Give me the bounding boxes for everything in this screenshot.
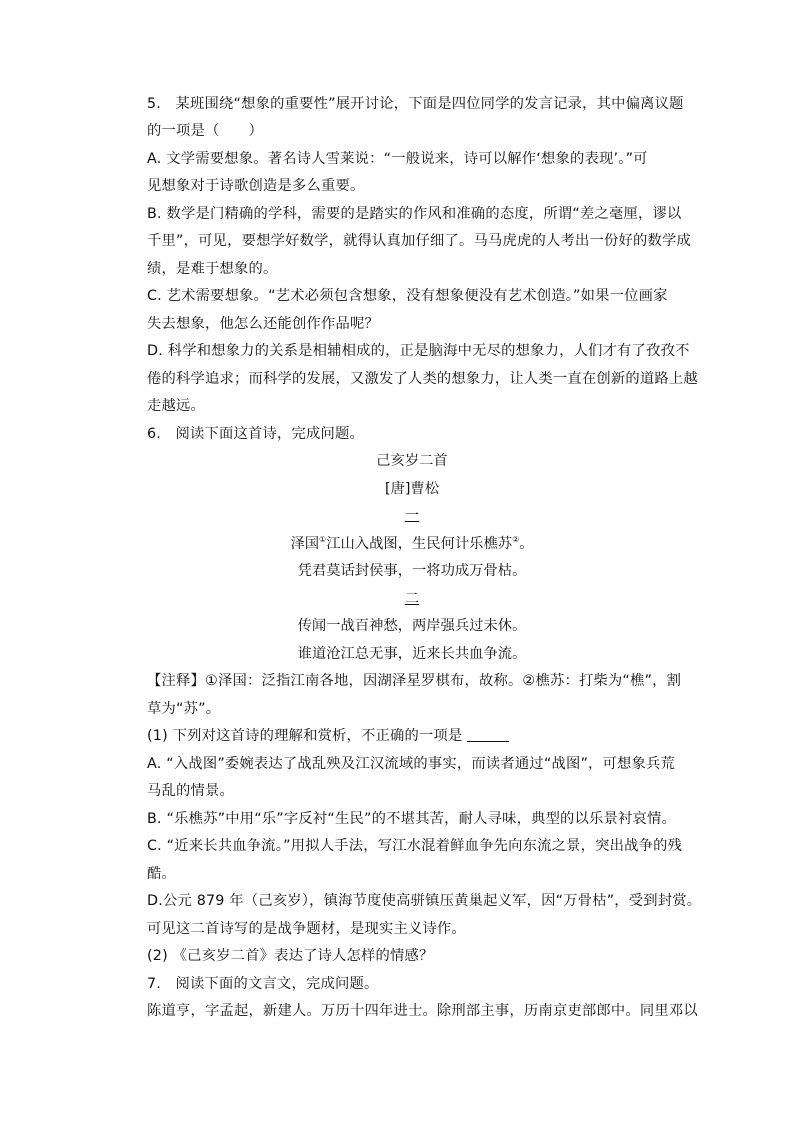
q5-option-b-line1: B. 数学是门精确的学科，需要的是踏实的作风和准确的态度，所谓“差之毫厘，谬以: [147, 206, 682, 222]
q6-option-a-line2: 马乱的情景。: [147, 783, 234, 799]
q6-option-c-line2: 酷。: [147, 866, 176, 882]
part-one-label: 一: [404, 508, 420, 524]
q5-option-d-line1: D. 科学和想象力的关系是相辅相成的，正是脑海中无尽的想象力，人们才有了孜孜不: [147, 343, 690, 359]
q6-option-d-line2: 可见这二首诗写的是战争题材，是现实主义诗作。: [147, 921, 466, 937]
q5-option-a-line1: A. 文学需要想象。著名诗人雪莱说：“一般说来，诗可以解作‘想象的表现’。”可: [147, 151, 648, 167]
q6-option-a-line1: A. “入战图”委婉表达了战乱殃及江汉流域的事实，而读者通过“战图”，可想象兵荒: [147, 756, 676, 772]
q5-stem-line2: 的一项是（ ）: [147, 123, 263, 139]
q5-option-d-line2: 倦的科学追求；而科学的发展，又激发了人类的想象力，让人类一直在创新的道路上越: [147, 371, 698, 387]
q5-option-b-line2: 千里”，可见，要想学好数学，就得认真加仔细了。马马虎虎的人考出一份好的数学成: [147, 233, 691, 249]
q6-stem: 6. 阅读下面这首诗，完成问题。: [147, 426, 364, 442]
q7-stem: 7. 阅读下面的文言文，完成问题。: [147, 976, 379, 992]
poem-part-one-number: [147, 503, 677, 530]
poem-part-two-number: [147, 586, 677, 613]
q6-sub1-text: (1) 下列对这首诗的理解和赏析，不正确的一项是: [147, 728, 463, 744]
note-ref-1: ①: [319, 535, 327, 544]
q5-stem-line1: 5. 某班围绕“想象的重要性”展开讨论，下面是四位同学的发言记录，其中偏离议题: [147, 96, 684, 112]
poem-text: 江山入战图，生民何计乐樵苏: [326, 536, 513, 552]
poem-text: 泽国: [290, 536, 320, 552]
poem-part-one-line1: [147, 531, 677, 558]
part-two-label: 二: [404, 591, 420, 607]
q6-option-d-line1: D.公元 879 年（己亥岁），镇海节度使高骈镇压黄巢起义军，因“万骨枯”，受到封赏。: [147, 893, 702, 909]
q5-option-c-line1: C. 艺术需要想象。“艺术必须包含想象，没有想象便没有艺术创造。”如果一位画家: [147, 288, 668, 304]
poem-title: 己亥岁二首: [376, 453, 448, 469]
q6-sub2: (2) 《己亥岁二首》表达了诗人怎样的情感？: [147, 948, 434, 964]
poem-author: [唐]曹松: [384, 481, 440, 497]
q5-option-b-line3: 绩，是难于想象的。: [147, 261, 278, 277]
q7-text-line1: 陈道亨，字孟起，新建人。万历十四年进士。除刑部主事，历南京吏部郎中。同里邓以: [147, 1003, 698, 1019]
answer-blank[interactable]: [467, 727, 509, 742]
q5-option-c-line2: 失去想象，他怎么还能创作作品呢？: [147, 316, 379, 332]
q6-sub1: [147, 723, 677, 750]
poem-part-one-line2: 凭君莫话封侯事，一将功成万骨枯。: [297, 563, 527, 579]
poem-part-two-line2: 谁道沧江总无事，近来长共血争流。: [297, 646, 527, 662]
note-ref-2: ②: [512, 535, 520, 544]
poem-text: 。: [519, 536, 534, 552]
q5-option-a-line2: 见想象对于诗歌创造是多么重要。: [147, 178, 365, 194]
q6-option-c-line1: C. “近来长共血争流。”用拟人手法，写江水混着鲜血争先向东流之景，突出战争的残: [147, 838, 683, 854]
q5-option-d-line3: 走越远。: [147, 398, 205, 414]
poem-part-two-line1: 传闻一战百神愁，两岸强兵过未休。: [297, 618, 527, 634]
q6-option-b: B. “乐樵苏”中用“乐”字反衬“生民”的不堪其苦，耐人寻味，典型的以乐景衬哀情。: [147, 811, 677, 827]
annotation-line1: 【注释】①泽国：泛指江南各地，因湖泽星罗棋布，故称。②樵苏：打柴为“樵”，割: [147, 673, 682, 689]
annotation-line2: 草为“苏”。: [147, 701, 221, 717]
